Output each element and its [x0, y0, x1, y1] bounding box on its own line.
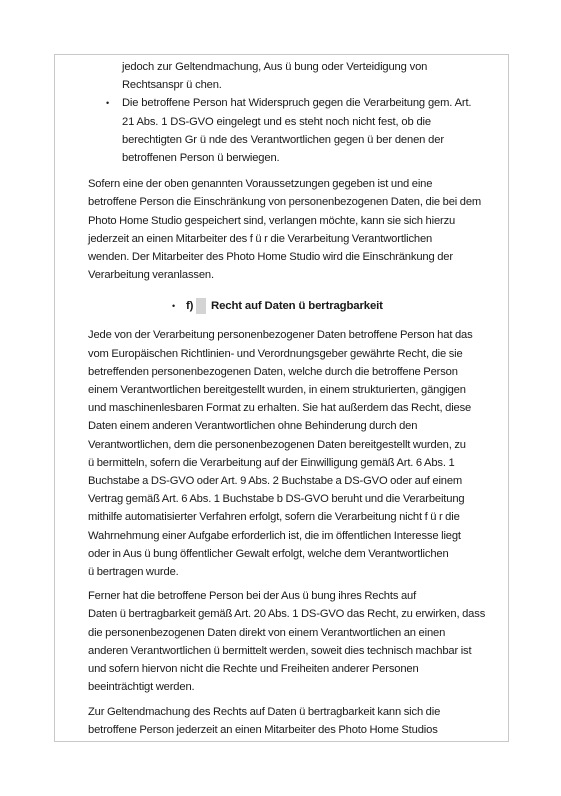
text-line: Wahrnehmung einer Aufgabe erforderlich ist, die im öffentlichen Interesse liegt — [88, 529, 461, 542]
text-line: mithilfe automatisierter Verfahren erfolgt, sofern die Verarbeitung nicht f ü r die — [88, 511, 460, 524]
text-line: ü bertragen wurde. — [88, 566, 179, 579]
list-item-line: jedoch zur Geltendmachung, Aus ü bung oder Verteidigung von — [122, 61, 428, 73]
text-line: oder in Aus ü bung öffentlicher Gewalt erfolgt, welche dem Verantwortlichen — [88, 547, 449, 560]
text-line: und maschinenlesbaren Format zu erhalten. Sie hat außerdem das Recht, diese — [88, 402, 472, 415]
text-line: einem Verantwortlichen bereitgestellt wurden, in einem strukturierten, gängigen — [88, 384, 466, 397]
document-content — [88, 58, 509, 742]
list-item-line: 21 Abs. 1 DS-GVO eingelegt und es steht noch nicht fest, ob die — [122, 115, 431, 128]
text-line: betroffene Person die Einschränkung von personenbezogenen Daten, die bei dem — [88, 196, 482, 209]
text-line: Jede von der Verarbeitung personenbezogener Daten betroffene Person hat das — [88, 329, 473, 342]
text-line: vom Europäischen Richtlinien- und Verordnungsgeber gewährte Recht, die sie — [88, 347, 463, 360]
list-bullet: • — [106, 98, 110, 109]
paragraph-direct-transfer — [88, 587, 509, 696]
text-line: Photo Home Studio gespeichert sind, verlangen möchte, kann sie sich hierzu — [88, 214, 456, 227]
section-heading — [88, 296, 509, 316]
text-line: betreffenden personenbezogenen Daten, welche durch die betroffene Person — [88, 365, 458, 378]
text-line: die personenbezogenen Daten direkt von einem Verantwortlichen an einen — [88, 626, 446, 639]
text-line: Daten ü bertragbarkeit gemäß Art. 20 Abs. 1 DS-GVO das Recht, zu erwirken, dass — [88, 608, 486, 621]
paragraph-restriction-request — [88, 175, 509, 284]
heading-bullet: • — [172, 301, 176, 312]
text-line: betroffene Person jederzeit an einen Mitarbeiter des Photo Home Studios — [88, 723, 438, 736]
list-item-line: betroffenen Person ü berwiegen. — [122, 152, 280, 165]
text-line: ü bermitteln, sofern die Verarbeitung auf der Einwilligung gemäß Art. 6 Abs. 1 — [88, 456, 455, 469]
restriction-conditions-list — [88, 58, 509, 167]
text-line: wenden. Der Mitarbeiter des Photo Home Studio wird die Einschränkung der — [88, 251, 453, 264]
text-line: und sofern hiervon nicht die Rechte und Freiheiten anderer Personen — [88, 663, 419, 676]
text-line: Sofern eine der oben genannten Voraussetzungen gegeben ist und eine — [88, 178, 433, 191]
heading-highlight-box — [196, 298, 206, 314]
paragraph-exercise-right — [88, 703, 509, 739]
text-line: Zur Geltendmachung des Rechts auf Daten ü bertragbarkeit kann sich die — [88, 705, 441, 718]
paragraph-portability-right — [88, 326, 509, 581]
text-line: anderen Verantwortlichen ü bermittelt werden, soweit dies technisch machbar ist — [88, 644, 472, 657]
text-line: Verantwortlichen, dem die personenbezogenen Daten bereitgestellt wurden, zu — [88, 438, 466, 451]
list-item — [88, 94, 509, 167]
text-line: Verarbeitung veranlassen. — [88, 269, 214, 282]
list-item-line: Rechtsanspr ü chen. — [122, 79, 222, 92]
text-line: Vertrag gemäß Art. 6 Abs. 1 Buchstabe b DS-GVO beruht und die Verarbeitung — [88, 493, 465, 506]
text-line: Daten einem anderen Verantwortlichen ohne Behinderung durch den — [88, 420, 418, 433]
list-item-line: berechtigten Gr ü nde des Verantwortlichen gegen ü ber denen der — [122, 133, 444, 146]
text-line: Ferner hat die betroffene Person bei der Aus ü bung ihres Rechts auf — [88, 590, 417, 603]
text-line: beeinträchtigt werden. — [88, 681, 195, 694]
document-page — [54, 54, 509, 742]
text-line: Buchstabe a DS-GVO oder Art. 9 Abs. 2 Buchstabe a DS-GVO oder auf einem — [88, 475, 463, 488]
heading-number: f) — [186, 300, 194, 313]
list-item — [88, 58, 509, 94]
list-item-line: Die betroffene Person hat Widerspruch gegen die Verarbeitung gem. Art. — [122, 97, 472, 110]
heading-title: Recht auf Daten ü bertragbarkeit — [211, 300, 383, 313]
text-line: jederzeit an einen Mitarbeiter des f ü r die Verarbeitung Verantwortlichen — [88, 232, 433, 245]
